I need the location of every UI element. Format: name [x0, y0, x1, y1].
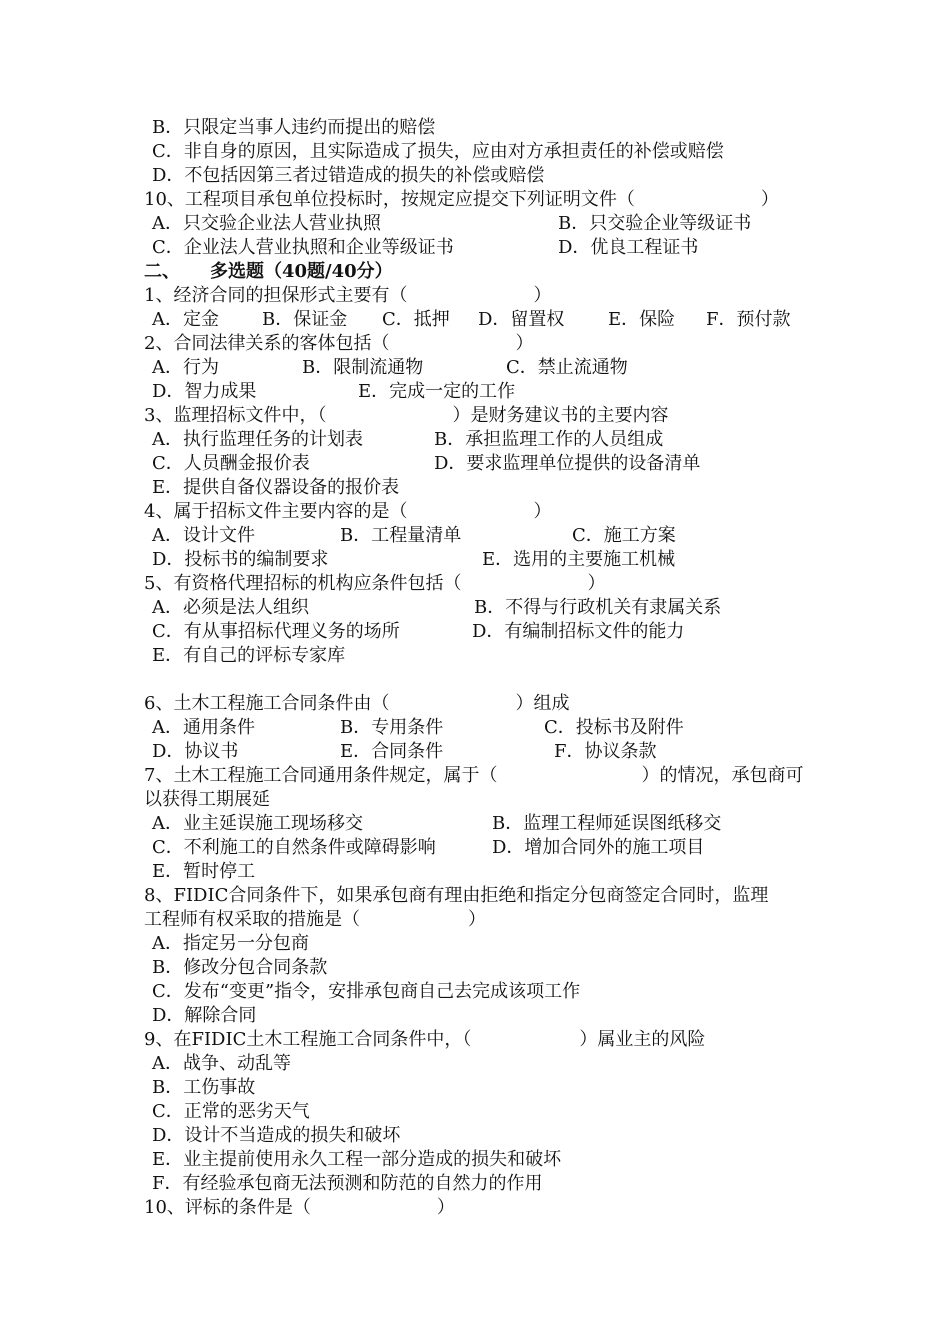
option-d: D．设计不当造成的损失和破坏: [152, 1125, 401, 1146]
option-c: C．不利施工的自然条件或障碍影响: [152, 837, 436, 858]
option-b: B．保证金: [262, 309, 348, 330]
question-8: 8、FIDIC合同条件下，如果承包商有理由拒绝和指定分包商签定合同时，监理: [144, 885, 769, 906]
option-c: C．抵押: [382, 309, 450, 330]
option-d: D．要求监理单位提供的设备清单: [434, 453, 701, 474]
option-e: E．选用的主要施工机械: [482, 549, 676, 570]
question-9: 9、在FIDIC土木工程施工合同条件中，（ ）属业主的风险: [144, 1029, 706, 1050]
option-d: D．留置权: [478, 309, 565, 330]
option-a: A．战争、动乱等: [152, 1053, 291, 1074]
option-c: C．禁止流通物: [506, 357, 628, 378]
option-b: B．修改分包合同条款: [152, 957, 328, 978]
question-1: 1、经济合同的担保形式主要有（ ）: [144, 285, 552, 306]
option-a: A．业主延误施工现场移交: [152, 813, 363, 834]
option-c: C．投标书及附件: [544, 717, 684, 738]
option-a: A．定金: [152, 309, 219, 330]
option-b: B．专用条件: [340, 717, 444, 738]
option-c: C．施工方案: [572, 525, 676, 546]
option-f: F．协议条款: [554, 741, 657, 762]
option-c: C．企业法人营业执照和企业等级证书: [152, 237, 454, 258]
question-4: 4、属于招标文件主要内容的是（ ）: [144, 501, 552, 522]
option-b: B．工程量清单: [340, 525, 462, 546]
option-d: D．优良工程证书: [558, 237, 699, 258]
option-a: A．设计文件: [152, 525, 255, 546]
option-d: D．智力成果: [152, 381, 257, 402]
option-b: B．只交验企业等级证书: [558, 213, 752, 234]
section-heading: 多选题（40题/40分）: [210, 261, 393, 282]
option-c: C．正常的恶劣天气: [152, 1101, 310, 1122]
option-f: F．有经验承包商无法预测和防范的自然力的作用: [152, 1173, 543, 1194]
question-8-continued: 工程师有权采取的措施是（ ）: [144, 909, 486, 930]
question-10-multi: 10、评标的条件是（ ）: [144, 1197, 455, 1218]
option-e: E．业主提前使用永久工程一部分造成的损失和破坏: [152, 1149, 562, 1170]
option-b: B．限制流通物: [302, 357, 424, 378]
option-d: D．解除合同: [152, 1005, 257, 1026]
option-a: A．行为: [152, 357, 219, 378]
option-c: C．发布“变更”指令，安排承包商自己去完成该项工作: [152, 981, 581, 1002]
question-6: 6、土木工程施工合同条件由（ ）组成: [144, 693, 570, 714]
option-a: A．指定另一分包商: [152, 933, 309, 954]
option-d: D．有编制招标文件的能力: [472, 621, 685, 642]
option-a: A．通用条件: [152, 717, 255, 738]
question-10-single: 10、工程项目承包单位投标时，按规定应提交下列证明文件（ ）: [144, 189, 779, 210]
question-2: 2、合同法律关系的客体包括（ ）: [144, 333, 534, 354]
option-b: B．承担监理工作的人员组成: [434, 429, 664, 450]
question-3: 3、监理招标文件中，（ ）是财务建议书的主要内容: [144, 405, 669, 426]
option-a: A．必须是法人组织: [152, 597, 309, 618]
option-b: B．不得与行政机关有隶属关系: [474, 597, 722, 618]
option-c: C．非自身的原因，且实际造成了损失，应由对方承担责任的补偿或赔偿: [152, 141, 724, 162]
option-a: A．只交验企业法人营业执照: [152, 213, 381, 234]
option-b: B．监理工程师延误图纸移交: [492, 813, 722, 834]
option-c: C．有从事招标代理义务的场所: [152, 621, 400, 642]
option-e: E．提供自备仪器设备的报价表: [152, 477, 400, 498]
option-e: E．合同条件: [340, 741, 444, 762]
option-f: F．预付款: [706, 309, 791, 330]
option-d: D．协议书: [152, 741, 239, 762]
question-5: 5、有资格代理招标的机构应条件包括（ ）: [144, 573, 606, 594]
option-b: B．工伤事故: [152, 1077, 256, 1098]
option-c: C．人员酬金报价表: [152, 453, 310, 474]
option-d: D．增加合同外的施工项目: [492, 837, 705, 858]
question-7-continued: 以获得工期展延: [144, 789, 270, 810]
section-number: 二、: [144, 261, 180, 282]
option-e: E．保险: [608, 309, 676, 330]
option-e: E．暂时停工: [152, 861, 256, 882]
option-e: E．有自己的评标专家库: [152, 645, 346, 666]
option-d: D．投标书的编制要求: [152, 549, 329, 570]
option-e: E．完成一定的工作: [358, 381, 516, 402]
option-a: A．执行监理任务的计划表: [152, 429, 363, 450]
option-d: D．不包括因第三者过错造成的损失的补偿或赔偿: [152, 165, 545, 186]
option-b: B．只限定当事人违约而提出的赔偿: [152, 117, 436, 138]
question-7: 7、土木工程施工合同通用条件规定，属于（ ）的情况，承包商可: [144, 765, 804, 786]
